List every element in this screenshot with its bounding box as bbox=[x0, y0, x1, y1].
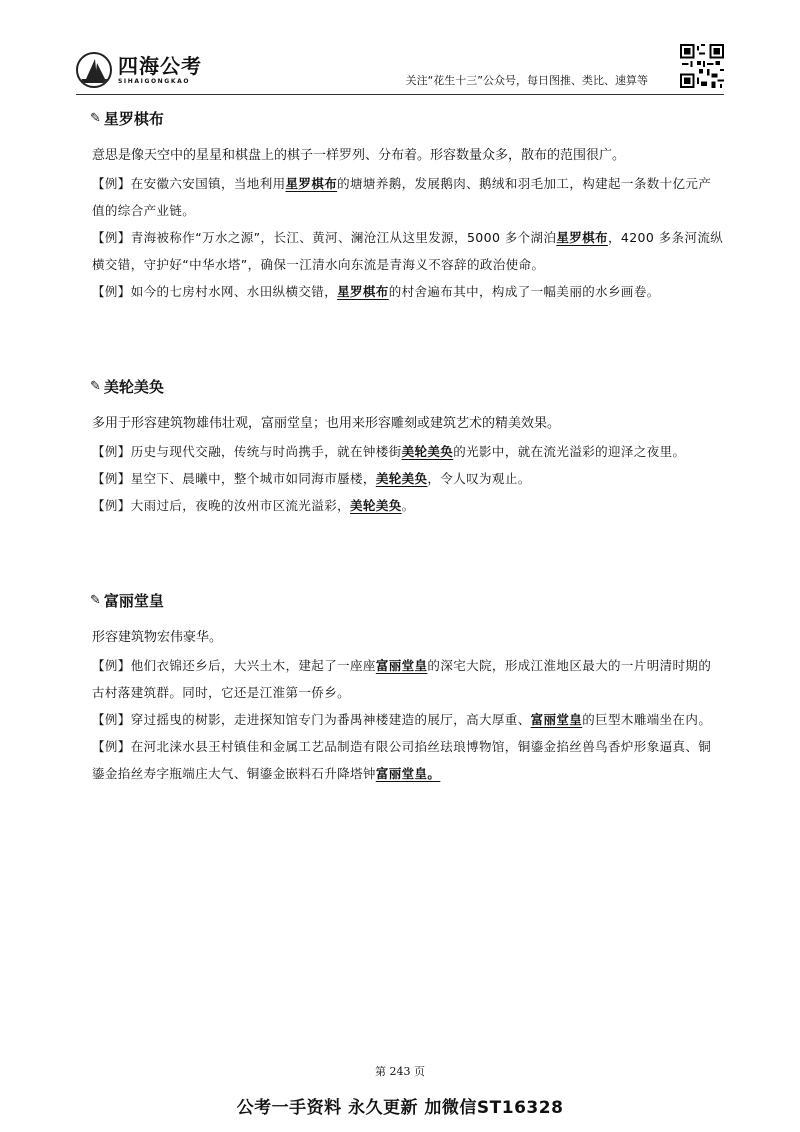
example: 【例】大雨过后，夜晚的汝州市区流光溢彩，美轮美奂。 bbox=[92, 498, 415, 513]
example: 【例】在安徽六安国镇，当地利用星罗棋布的塘塘养鹅，发展鹅肉、鹅绒和羽毛加工，构建起一条数十亿元产值的综合产业链。 bbox=[92, 176, 712, 218]
example: 【例】青海被称作“万水之源”，长江、黄河、澜沧江从这里发源，5000 多个湖泊星罗棋布，4200 多条河流纵横交错，守护好“中华水塔”，确保一江清水向东流是青海义不容辞的政治使命。 bbox=[92, 230, 724, 272]
sailboat-logo-icon bbox=[76, 52, 112, 88]
highlight-term: 星罗棋布 bbox=[556, 230, 608, 245]
idiom-section bbox=[92, 376, 724, 519]
footer-banner: 公考一手资料 永久更新 加微信ST16328 bbox=[236, 1098, 564, 1118]
pencil-icon: ✎ bbox=[90, 111, 101, 126]
pencil-icon: ✎ bbox=[90, 593, 101, 608]
qr-code-icon bbox=[680, 44, 724, 88]
example: 【例】在河北涞水县王村镇佳和金属工艺品制造有限公司掐丝珐琅博物馆，铜鎏金掐丝兽鸟香炉形象逼真、铜鎏金掐丝寿字瓶端庄大气、铜鎏金嵌料石升降塔钟富丽堂皇。 bbox=[92, 739, 712, 781]
idiom-section bbox=[92, 108, 724, 305]
highlight-term: 星罗棋布 bbox=[337, 284, 389, 299]
header-divider bbox=[76, 94, 724, 95]
highlight-term: 美轮美奂 bbox=[375, 471, 428, 486]
section-title: 美轮美奂 bbox=[103, 378, 164, 396]
definition: 多用于形容建筑物雄伟壮观，富丽堂皇；也用来形容雕刻或建筑艺术的精美效果。 bbox=[92, 416, 561, 431]
logo bbox=[76, 50, 202, 90]
example: 【例】星空下、晨曦中，整个城市如同海市蜃楼，美轮美奂，令人叹为观止。 bbox=[92, 471, 531, 486]
section-title: 星罗棋布 bbox=[103, 110, 164, 128]
definition: 形容建筑物宏伟豪华。 bbox=[92, 630, 223, 645]
logo-subtitle: SIHAIGONGKAO bbox=[118, 77, 191, 85]
logo-title: 四海公考 bbox=[118, 53, 202, 78]
highlight-term: 富丽堂皇 bbox=[530, 712, 583, 727]
page-number: 第 243 页 bbox=[375, 1065, 425, 1078]
idiom-section bbox=[92, 590, 724, 787]
highlight-term: 美轮美奂 bbox=[350, 498, 402, 513]
example: 【例】穿过摇曳的树影，走进探知馆专门为番禺神楼建造的展厅，高大厚重、富丽堂皇的巨型木雕端坐在内。 bbox=[92, 712, 712, 727]
example: 【例】他们衣锦还乡后，大兴土木，建起了一座座富丽堂皇的深宅大院，形成江淮地区最大的一片明清时期的古村落建筑群。同时，它还是江淮第一侨乡。 bbox=[92, 658, 712, 700]
highlight-term: 星罗棋布 bbox=[285, 176, 338, 191]
section-title: 富丽堂皇 bbox=[103, 592, 164, 610]
definition: 意思是像天空中的星星和棋盘上的棋子一样罗列、分布着。形容数量众多，散布的范围很广。 bbox=[92, 148, 626, 163]
header-note: 关注“花生十三”公众号，每日图推、类比、速算等 bbox=[405, 74, 648, 87]
example: 【例】如今的七房村水网、水田纵横交错，星罗棋布的村舍遍布其中，构成了一幅美丽的水乡画卷。 bbox=[92, 284, 660, 299]
highlight-term: 美轮美奂 bbox=[401, 444, 454, 459]
pencil-icon: ✎ bbox=[90, 379, 101, 394]
page-header bbox=[76, 44, 724, 96]
highlight-term: 富丽堂皇 bbox=[375, 658, 428, 673]
highlight-term: 富丽堂皇。 bbox=[375, 766, 441, 781]
example: 【例】历史与现代交融，传统与时尚携手，就在钟楼街美轮美奂的光影中，就在流光溢彩的迎泽之夜里。 bbox=[92, 444, 686, 459]
